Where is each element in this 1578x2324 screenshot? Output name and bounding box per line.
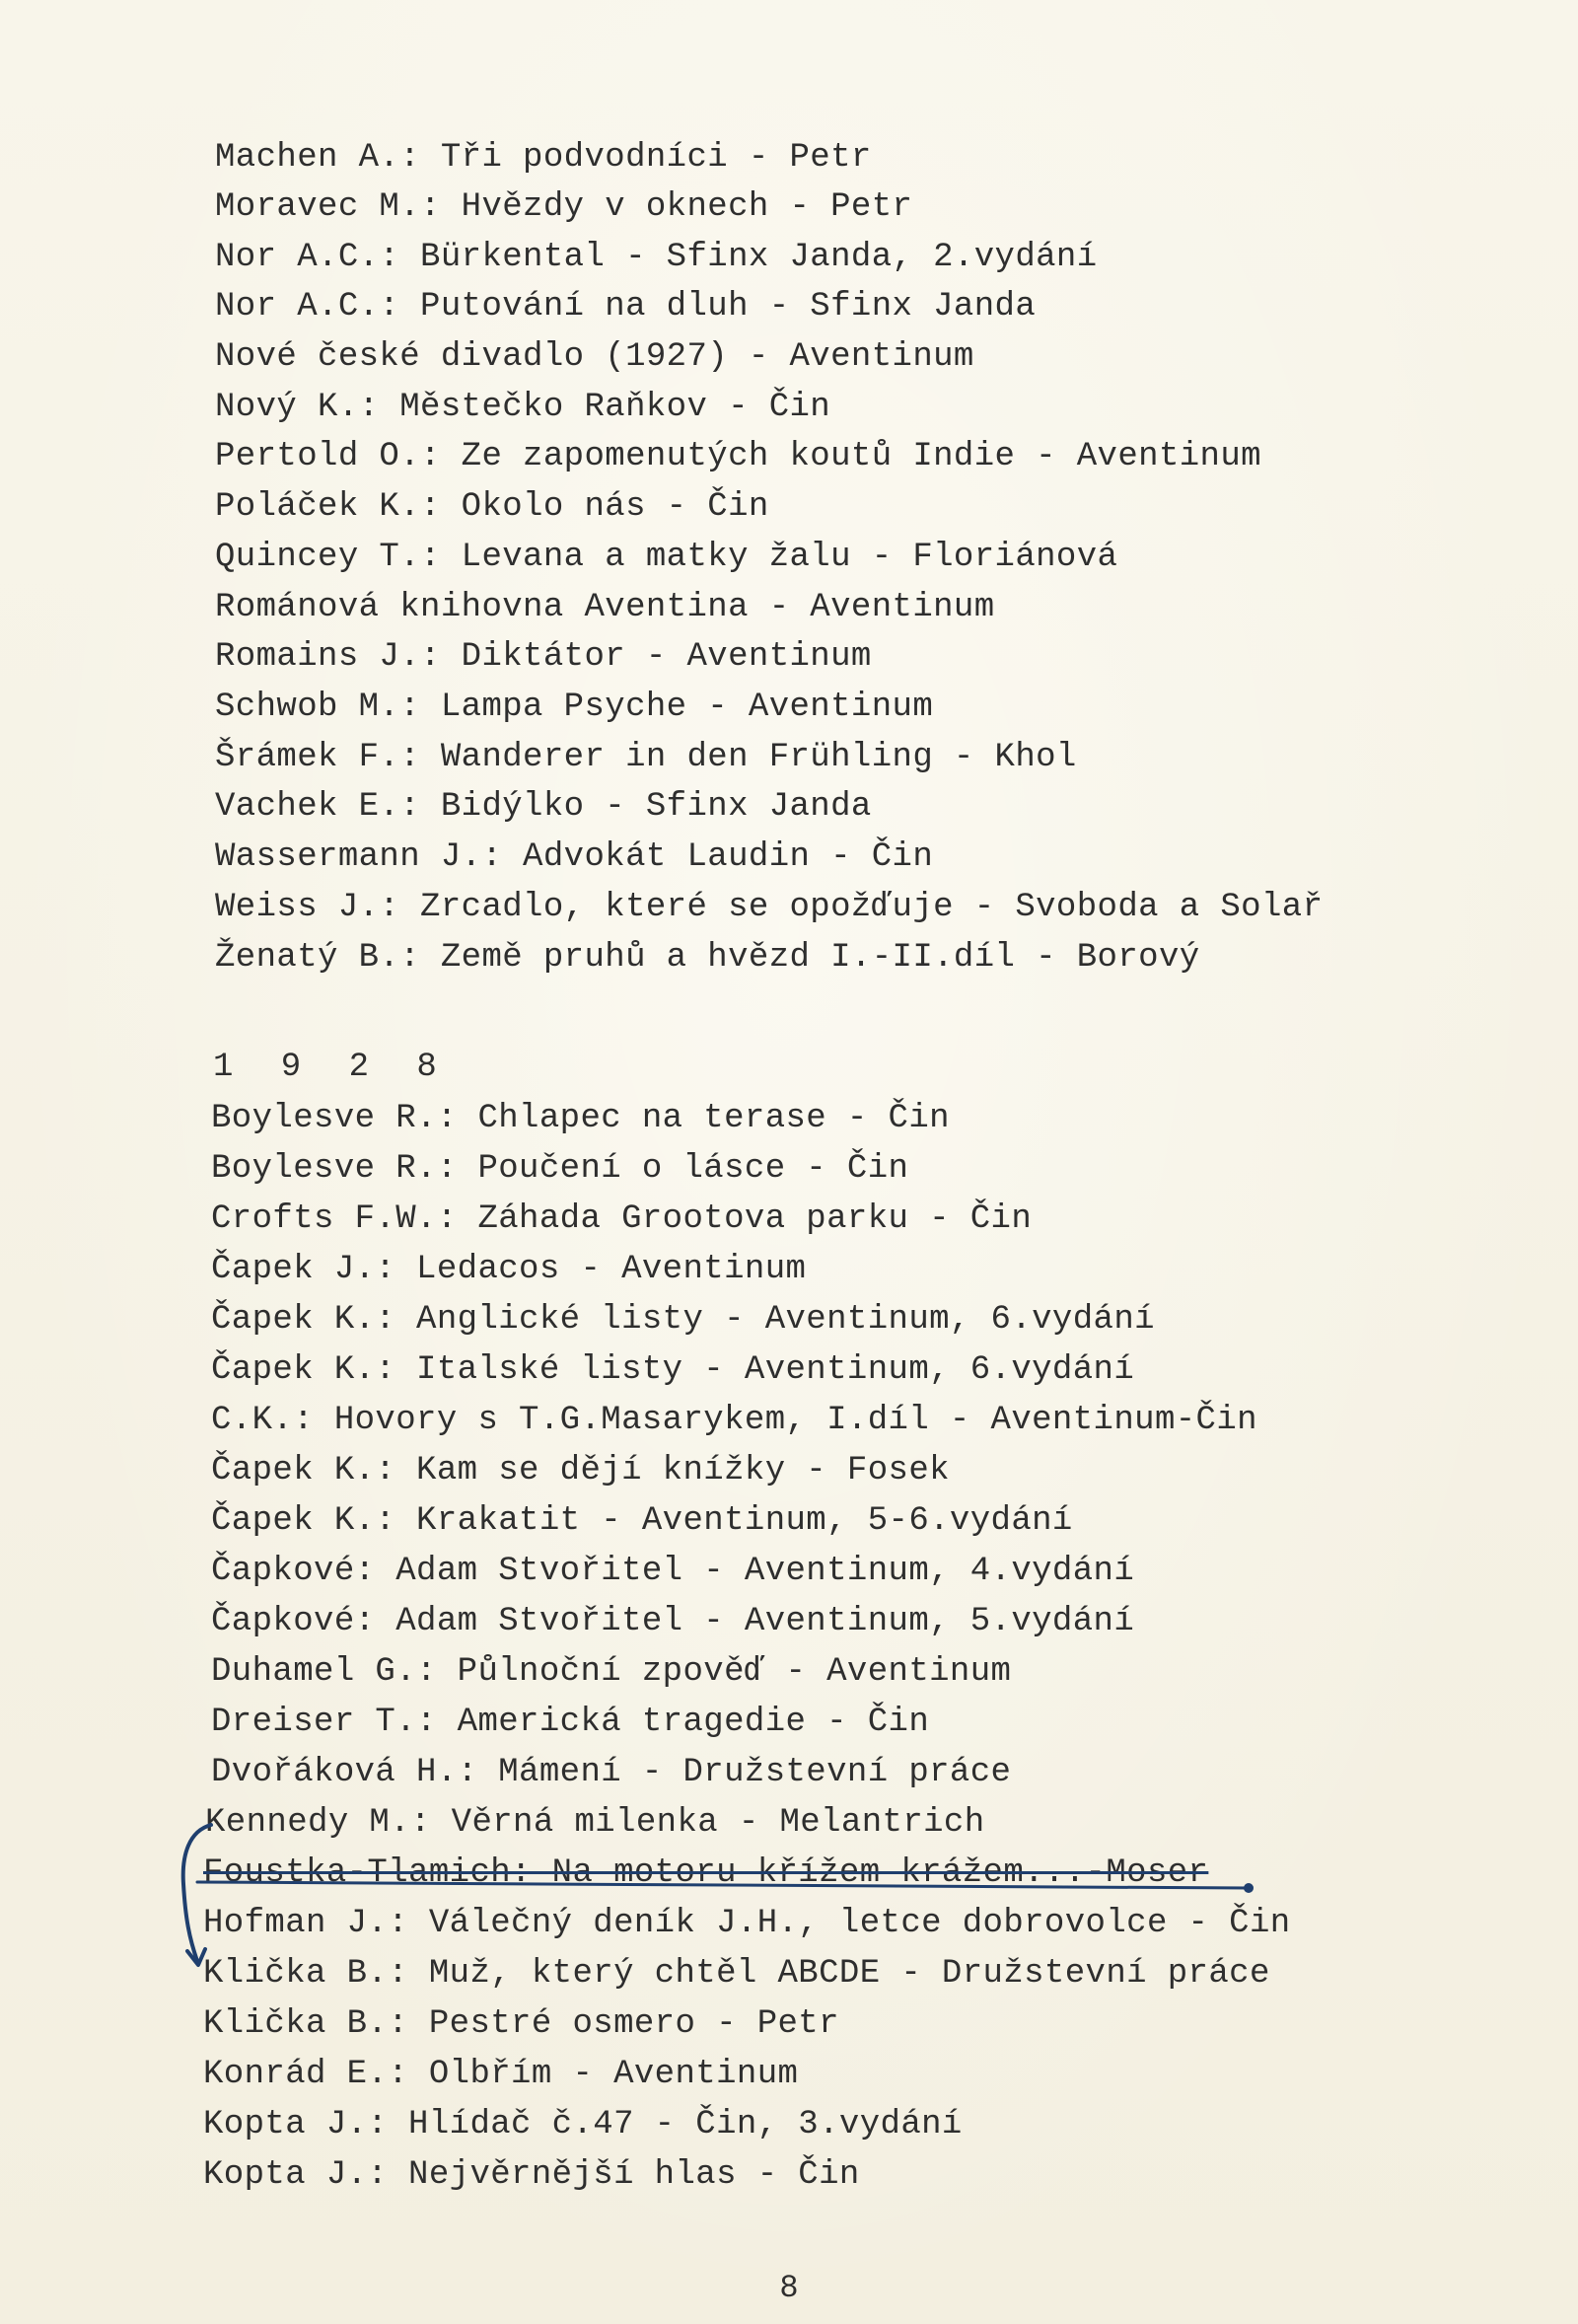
list-item: Dreiser T.: Americká tragedie - Čin: [211, 1704, 930, 1741]
list-item: Čapek J.: Ledacos - Aventinum: [211, 1251, 807, 1288]
list-item: Ženatý B.: Země pruhů a hvězd I.-II.díl - Borový: [215, 939, 1200, 977]
list-item: Románová knihovna Aventina - Aventinum: [215, 589, 995, 626]
list-item: Boylesve R.: Chlapec na terase - Čin: [211, 1100, 950, 1137]
list-item: Nové české divadlo (1927) - Aventinum: [215, 338, 974, 376]
list-item: Nor A.C.: Bürkental - Sfinx Janda, 2.vydání: [215, 239, 1098, 276]
struck-out-entry: Foustka-Tlamich: Na motoru křížem krážem...-Moser: [203, 1854, 1209, 1892]
list-item: Duhamel G.: Půlnoční zpověď - Aventinum: [211, 1653, 1012, 1691]
list-item: Čapek K.: Krakatit - Aventinum, 5-6.vydání: [211, 1502, 1073, 1540]
list-item: Weiss J.: Zrcadlo, které se opožďuje - Svoboda a Solař: [215, 889, 1324, 926]
list-item: Crofts F.W.: Záhada Grootova parku - Čin: [211, 1200, 1033, 1238]
list-item: Wassermann J.: Advokát Laudin - Čin: [215, 838, 934, 876]
list-item: Kennedy M.: Věrná milenka - Melantrich: [205, 1804, 985, 1842]
list-item: Nor A.C.: Putování na dluh - Sfinx Janda: [215, 288, 1037, 326]
list-item: Kopta J.: Nejvěrnější hlas - Čin: [203, 2156, 860, 2194]
list-item: Čapkové: Adam Stvořitel - Aventinum, 4.vydání: [211, 1553, 1135, 1590]
list-item: Čapkové: Adam Stvořitel - Aventinum, 5.vydání: [211, 1603, 1135, 1640]
list-item: Schwob M.: Lampa Psyche - Aventinum: [215, 689, 934, 726]
list-item: Čapek K.: Italské listy - Aventinum, 6.vydání: [211, 1351, 1135, 1389]
list-item: Konrád E.: Olbřím - Aventinum: [203, 2056, 799, 2093]
list-item: Quincey T.: Levana a matky žalu - Floriánová: [215, 539, 1118, 576]
list-item: Poláček K.: Okolo nás - Čin: [215, 488, 769, 526]
page-number: 8: [779, 2270, 799, 2306]
list-item: Pertold O.: Ze zapomenutých koutů Indie - Aventinum: [215, 438, 1261, 475]
year-heading: 1 9 2 8: [213, 1049, 451, 1086]
list-item: Boylesve R.: Poučení o lásce - Čin: [211, 1150, 909, 1188]
list-item: Vachek E.: Bidýlko - Sfinx Janda: [215, 788, 872, 826]
list-item: Hofman J.: Válečný deník J.H., letce dobrovolce - Čin: [203, 1905, 1291, 1942]
list-item: Nový K.: Městečko Raňkov - Čin: [215, 389, 831, 426]
list-item: Klička B.: Pestré osmero - Petr: [203, 2005, 839, 2043]
list-item: C.K.: Hovory s T.G.Masarykem, I.díl - Aventinum-Čin: [211, 1402, 1257, 1439]
list-item: Moravec M.: Hvězdy v oknech - Petr: [215, 188, 913, 226]
list-item: Čapek K.: Kam se dějí knížky - Fosek: [211, 1452, 950, 1489]
list-item: Machen A.: Tři podvodníci - Petr: [215, 139, 872, 177]
list-item: Šrámek F.: Wanderer in den Frühling - Khol: [215, 739, 1077, 776]
list-item: Čapek K.: Anglické listy - Aventinum, 6.vydání: [211, 1301, 1155, 1339]
list-item: Dvořáková H.: Mámení - Družstevní práce: [211, 1754, 1012, 1791]
list-item: Romains J.: Diktátor - Aventinum: [215, 638, 872, 676]
list-item: Kopta J.: Hlídač č.47 - Čin, 3.vydání: [203, 2106, 963, 2143]
list-item: Klička B.: Muž, který chtěl ABCDE - Družstevní práce: [203, 1955, 1270, 1993]
